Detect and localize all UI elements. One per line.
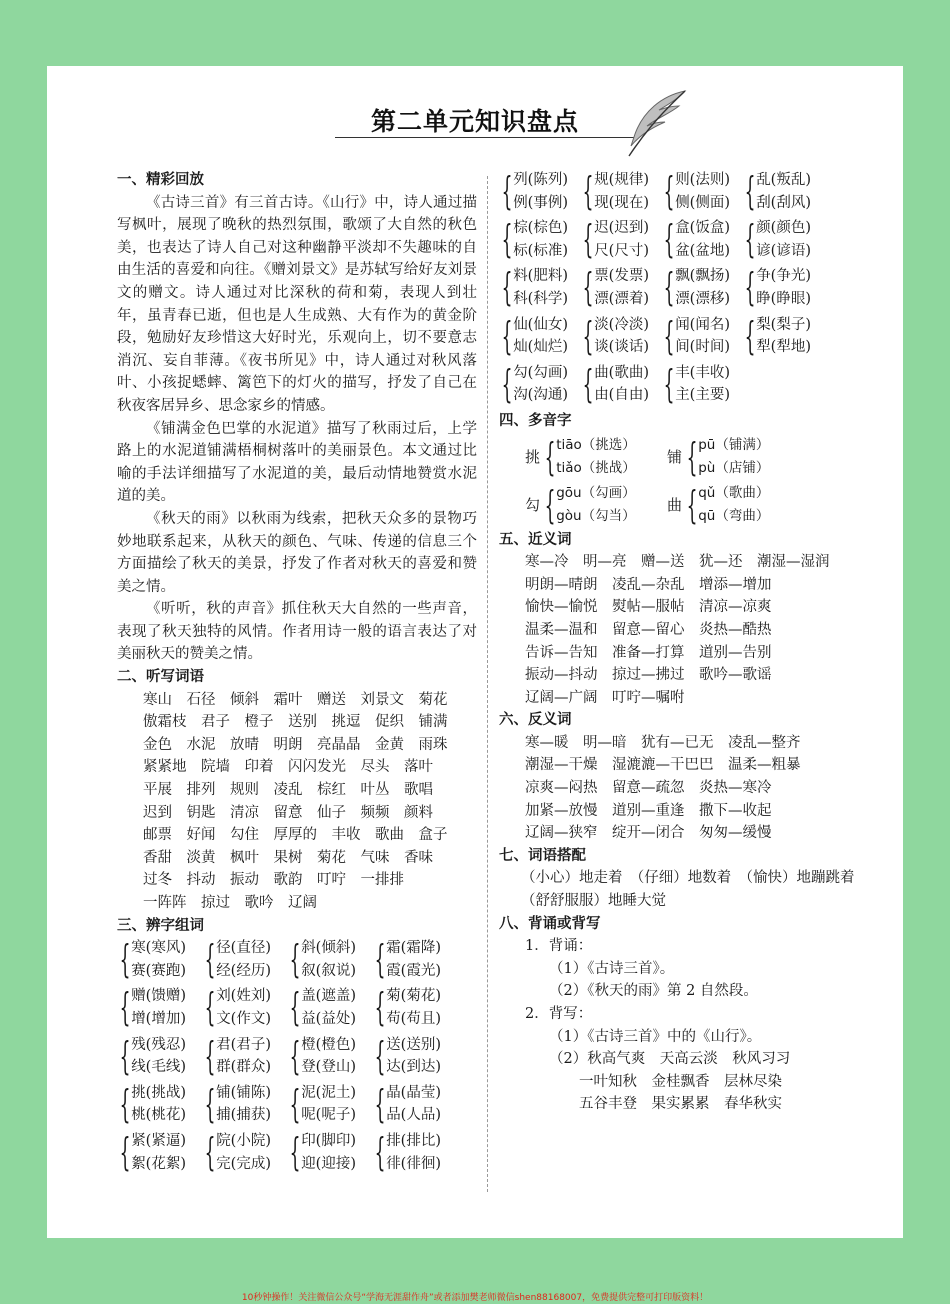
reading: gòu（勾当） (556, 507, 636, 524)
brace-icon: { (289, 937, 301, 982)
char-word: 规(规律) (594, 172, 650, 188)
char-word: 曲(歌曲) (594, 364, 650, 381)
char-group (117, 1082, 202, 1127)
char-group (372, 1034, 457, 1079)
word-line: 过冬 抖动 振动 歌韵 叮咛 一排排 (143, 872, 404, 889)
char-word: 寒(寒风) (131, 940, 187, 957)
word-line: 紧紧地 院墙 印着 闪闪发光 尽头 落叶 (143, 759, 433, 776)
char-group (117, 1034, 202, 1079)
char-group-grid (117, 937, 477, 1175)
char-word: 橙(橙色) (301, 1036, 357, 1053)
char-word: 益(益处) (301, 1010, 357, 1027)
char-word: 赠(馈赠) (131, 988, 187, 1005)
recite-item: 1．背诵： (525, 938, 593, 955)
word-pair (513, 362, 568, 407)
word-pair (513, 217, 568, 262)
word-pair (216, 1082, 271, 1127)
synonym-line: 温柔—温和 留意—留心 炎热—酷热 (525, 621, 772, 638)
word-pair (131, 1130, 186, 1175)
char-group (287, 1130, 372, 1175)
word-pair (131, 937, 186, 982)
char-word: 例(事例) (513, 194, 569, 211)
brace-icon: { (119, 1033, 131, 1078)
brace-icon: { (289, 1033, 301, 1078)
word-pair (216, 1130, 271, 1175)
brace-icon: { (582, 313, 594, 358)
polyphone-row (499, 481, 889, 529)
char-word: 睁(睁眼) (756, 290, 812, 307)
word-pair (216, 985, 271, 1030)
word-line: 金色 水泥 放晴 明朗 亮晶晶 金黄 雨珠 (143, 736, 448, 753)
char-group (742, 265, 823, 310)
polyphone-char: 勾 (525, 496, 541, 515)
reading: gōu（勾画） (556, 484, 636, 501)
brace-icon: { (663, 313, 675, 358)
char-group (287, 985, 372, 1030)
synonym-line: 寒—冷 明—亮 赠—送 犹—还 潮湿—湿润 (525, 554, 830, 571)
char-word: 残(残忍) (131, 1036, 187, 1053)
char-word: 叙(叙说) (301, 962, 357, 979)
word-pair (301, 985, 356, 1030)
brace-icon: { (744, 169, 756, 213)
char-group (580, 169, 661, 214)
char-group (287, 1082, 372, 1127)
recite-item: （1）《古诗三首》中的《山行》。 (549, 1028, 762, 1045)
reading: qū（弯曲） (698, 507, 770, 524)
word-pair (386, 937, 441, 982)
antonym-line: 潮湿—干燥 湿漉漉—干巴巴 温柔—粗暴 (525, 757, 801, 774)
section-heading: 八、背诵或背写 (499, 915, 601, 932)
char-group-row (499, 362, 889, 407)
word-pair (594, 314, 649, 359)
char-word: 达(到达) (386, 1059, 442, 1076)
char-word: 科(科学) (513, 290, 569, 307)
char-word: 票(发票) (594, 268, 650, 285)
paragraph: 《古诗三首》有三首古诗。《山行》中，诗人通过描写枫叶，展现了晚秋的热烈氛围，歌颂了大自然的秋色美，也表达了诗人自己对这种幽静平淡却不失趣味的自由生活的喜爱和向往。《赠刘景文》是苏轼写给好友刘景文的赠文。诗人通过对比深秋的荷和菊，表现人到壮年，虽青春已逝，但也是人生成熟、大有作为的黄金阶段，勉励好友珍惜这大好时光，乐观向上，切不要意志消沉、妄自菲薄。《夜书所见》中，诗人通过对秋风落叶、小孩捉蟋蟀、篱笆下的灯火的描写，抒发了自己在秋夜客居异乡、思念家乡的情感。 (117, 194, 477, 414)
synonym-line: 明朗—晴朗 凌乱—杂乱 增添—增加 (525, 576, 772, 593)
polyphone-item (525, 482, 667, 527)
char-group-row (499, 169, 889, 214)
char-group (117, 937, 202, 982)
char-group-grid (499, 169, 889, 407)
word-pair (301, 1082, 356, 1127)
word-pair (131, 1034, 186, 1079)
char-group-row (499, 314, 889, 359)
polyphone-char: 曲 (667, 496, 683, 515)
char-group (742, 169, 823, 214)
brace-icon: { (744, 313, 756, 358)
brace-icon: { (119, 937, 131, 982)
char-word: 漂(漂移) (675, 290, 731, 307)
char-group-row (117, 985, 477, 1030)
char-word: 经(经历) (216, 962, 272, 979)
brace-icon: { (204, 985, 216, 1030)
word-pair (756, 217, 811, 262)
char-group (580, 314, 661, 359)
word-pair (594, 217, 649, 262)
word-line: 迟到 钥匙 清凉 留意 仙子 频频 颜料 (143, 804, 433, 821)
char-group-row (117, 1034, 477, 1079)
char-group (661, 314, 742, 359)
char-word: 院(小院) (216, 1132, 272, 1149)
char-group (372, 937, 457, 982)
char-word: 尺(尺寸) (594, 242, 650, 259)
char-word: 梨(梨子) (756, 316, 812, 333)
brace-icon: { (119, 985, 131, 1030)
brace-icon: { (374, 1081, 386, 1126)
char-word: 谚(谚语) (756, 242, 812, 259)
char-group (202, 1034, 287, 1079)
char-word: 沟(沟通) (513, 387, 569, 404)
reading-pair (698, 482, 769, 527)
title-underline (335, 137, 635, 138)
char-group (499, 265, 580, 310)
char-word: 增(增加) (131, 1010, 187, 1027)
brace-icon: { (501, 313, 513, 358)
char-group-row (499, 217, 889, 262)
char-word: 盖(遮盖) (301, 988, 357, 1005)
recite-item: （1）《古诗三首》。 (549, 960, 675, 977)
brace-icon: { (686, 434, 698, 479)
char-word: 泥(泥土) (301, 1084, 357, 1101)
reading: pù（店铺） (698, 459, 770, 476)
section-heading: 六、反义词 (499, 712, 572, 729)
recite-item: （2）秋高气爽 天高云淡 秋风习习 (549, 1051, 791, 1068)
antonym-line: 凉爽—闷热 留意—疏忽 炎热—寒冷 (525, 780, 772, 797)
brace-icon: { (204, 1033, 216, 1078)
char-group-row (499, 265, 889, 310)
char-word: 飘(飘扬) (675, 268, 731, 285)
polyphone-item (667, 482, 809, 527)
reading-pair (556, 434, 636, 479)
char-group (202, 1130, 287, 1175)
word-pair (594, 362, 649, 407)
word-list (117, 689, 477, 915)
brace-icon: { (582, 265, 594, 310)
brace-icon: { (663, 361, 675, 406)
char-word: 捕(捕获) (216, 1107, 272, 1124)
synonym-line: 愉快—愉悦 熨帖—服帖 清凉—凉爽 (525, 599, 772, 616)
char-word: 主(主要) (675, 387, 731, 404)
brace-icon: { (663, 169, 675, 213)
word-pair (594, 265, 649, 310)
char-word: 棕(棕色) (513, 220, 569, 237)
char-group (580, 362, 661, 407)
word-pair (675, 314, 730, 359)
char-word: 淡(冷淡) (594, 316, 650, 333)
char-group (661, 169, 742, 214)
char-word: 现(现在) (594, 194, 650, 211)
synonym-line: 辽阔—广阔 叮咛—嘱咐 (525, 689, 685, 706)
char-word: 呢(呢子) (301, 1107, 357, 1124)
word-line: 一阵阵 掠过 歌吟 辽阔 (143, 895, 317, 911)
brace-icon: { (501, 361, 513, 406)
char-group (202, 985, 287, 1030)
char-word: 赛(赛跑) (131, 962, 187, 979)
brace-icon: { (119, 1129, 131, 1174)
word-pair (756, 265, 811, 310)
column-divider (487, 176, 488, 1192)
char-word: 乱(叛乱) (756, 172, 812, 188)
char-word: 霞(霞光) (386, 962, 442, 979)
document-page (47, 66, 903, 1238)
char-word: 排(排比) (386, 1132, 442, 1149)
word-line: 邮票 好闻 勾住 厚厚的 丰收 歌曲 盒子 (143, 827, 448, 844)
word-pair (301, 1130, 356, 1175)
char-group (499, 217, 580, 262)
char-group (661, 265, 742, 310)
brace-icon: { (544, 482, 556, 527)
char-group (742, 314, 823, 359)
recite-item: 一叶知秋 金桂飘香 层林尽染 (579, 1073, 782, 1090)
brace-icon: { (582, 361, 594, 406)
word-pair (386, 985, 441, 1030)
char-word: 侧(侧面) (675, 194, 731, 211)
char-word: 闻(闻名) (675, 316, 731, 333)
brace-icon: { (374, 937, 386, 982)
char-word: 列(陈列) (513, 172, 569, 188)
char-word: 颜(颜色) (756, 220, 812, 237)
char-word: 完(完成) (216, 1155, 272, 1172)
char-word: 线(毛线) (131, 1059, 187, 1076)
char-group (499, 362, 580, 407)
brace-icon: { (119, 1081, 131, 1126)
paragraph: 《听听，秋的声音》抓住秋天大自然的一些声音，表现了秋天独特的风情。作者用诗一般的语言表达了对美丽秋天的赞美之情。 (117, 601, 477, 663)
section-heading: 二、听写词语 (117, 669, 204, 686)
word-pair (675, 265, 730, 310)
section-heading: 五、近义词 (499, 531, 572, 548)
char-word: 谈(谈话) (594, 339, 650, 356)
char-group (372, 985, 457, 1030)
section-heading: 四、多音字 (499, 412, 572, 429)
word-pair (131, 1082, 186, 1127)
polyphone-item (667, 434, 809, 479)
word-line: 傲霜枝 君子 橙子 送别 挑逗 促织 铺满 (143, 714, 448, 731)
word-line: 香甜 淡黄 枫叶 果树 菊花 气味 香味 (143, 849, 433, 866)
char-word: 晶(晶莹) (386, 1084, 442, 1101)
reading: qǔ（歌曲） (698, 484, 770, 501)
section-heading: 一、精彩回放 (117, 172, 204, 188)
title-area (47, 102, 903, 138)
brace-icon: { (582, 169, 594, 213)
word-pair (756, 169, 811, 214)
char-word: 文(作文) (216, 1010, 272, 1027)
brace-icon: { (289, 985, 301, 1030)
char-word: 挑(挑战) (131, 1084, 187, 1101)
char-word: 霜(霜降) (386, 940, 442, 957)
reading: pū（铺满） (698, 436, 770, 453)
reading-pair (556, 482, 635, 527)
antonym-line: 辽阔—狭窄 绽开—闭合 匆匆—缓慢 (525, 825, 772, 842)
char-word: 徘(徘徊) (386, 1155, 442, 1172)
word-pair (513, 314, 568, 359)
char-word: 由(自由) (594, 387, 650, 404)
char-word: 苟(苟且) (386, 1010, 442, 1027)
char-group-row (117, 937, 477, 982)
char-word: 登(登山) (301, 1059, 357, 1076)
brace-icon: { (289, 1129, 301, 1174)
brace-icon: { (686, 482, 698, 527)
char-group (287, 1034, 372, 1079)
brace-icon: { (374, 1033, 386, 1078)
char-word: 勾(勾画) (513, 364, 569, 381)
reading: tiǎo（挑战） (556, 459, 636, 476)
polyphone-item (525, 434, 667, 479)
word-pair (386, 1082, 441, 1127)
char-group (117, 985, 202, 1030)
char-word: 盆(盆地) (675, 242, 731, 259)
word-line: 寒山 石径 倾斜 霜叶 赠送 刘景文 菊花 (143, 691, 448, 708)
char-group (372, 1082, 457, 1127)
synonym-line: 告诉—告知 准备—打算 道别—告别 (525, 644, 772, 661)
word-pair (756, 314, 811, 359)
char-word: 迎(迎接) (301, 1155, 357, 1172)
char-word: 犁(犁地) (756, 339, 812, 356)
reading-pair (698, 434, 769, 479)
char-word: 径(直径) (216, 940, 272, 957)
char-word: 品(人品) (386, 1107, 442, 1124)
char-word: 群(群众) (216, 1059, 272, 1076)
recite-item: 五谷丰登 果实累累 春华秋实 (579, 1096, 782, 1113)
brace-icon: { (744, 217, 756, 262)
char-group (202, 937, 287, 982)
char-group (580, 217, 661, 262)
brace-icon: { (663, 217, 675, 262)
word-pair (301, 937, 356, 982)
word-pair (675, 217, 730, 262)
polyphone-list (499, 433, 889, 529)
char-group (202, 1082, 287, 1127)
word-pair (675, 362, 730, 407)
char-group (372, 1130, 457, 1175)
left-column (117, 169, 477, 1178)
char-group (661, 217, 742, 262)
char-word: 盒(饭盒) (675, 220, 731, 237)
word-pair (386, 1130, 441, 1175)
word-pair (216, 1034, 271, 1079)
brace-icon: { (582, 217, 594, 262)
recite-item: 2．背写： (525, 1006, 593, 1022)
char-word: 漂(漂着) (594, 290, 650, 307)
brace-icon: { (204, 1081, 216, 1126)
brace-icon: { (289, 1081, 301, 1126)
page-title: 第二单元知识盘点 (370, 107, 579, 136)
char-group (661, 362, 742, 407)
char-word: 君(君子) (216, 1036, 272, 1053)
char-word: 间(时间) (675, 339, 731, 356)
promo-footer: 10秒钟操作！关注微信公众号“学海无涯甜作舟”或者添加樊老师微信shen88168007，免费提供完整可打印版资料！ (241, 1293, 709, 1303)
word-pair (675, 169, 730, 214)
brace-icon: { (663, 265, 675, 310)
char-word: 桃(桃花) (131, 1107, 187, 1124)
char-group-row (117, 1130, 477, 1175)
char-word: 铺(铺陈) (216, 1084, 272, 1101)
polyphone-row (499, 433, 889, 481)
polyphone-char: 铺 (667, 448, 683, 467)
char-word: 料(肥料) (513, 268, 569, 285)
brace-icon: { (204, 937, 216, 982)
synonym-line: 振动—抖动 掠过—拂过 歌吟—歌谣 (525, 667, 772, 684)
char-group (117, 1130, 202, 1175)
paragraph: 《铺满金色巴掌的水泥道》描写了秋雨过后，上学路上的水泥道铺满梧桐树落叶的美丽景色。本文通过比喻的手法详细描写了水泥道的美，最后动情地赞赏水泥道的美。 (117, 420, 477, 505)
char-word: 则(法则) (675, 172, 731, 188)
word-pair (513, 265, 568, 310)
antonym-line: 加紧—放慢 道别—重逢 撒下—收起 (525, 802, 772, 819)
paragraph: 《秋天的雨》以秋雨为线索，把秋天众多的景物巧妙地联系起来，从秋天的颜色、气味、传递的信息三个方面描绘了秋天的美景，抒发了作者对秋天的喜爱和赞美之情。 (117, 510, 477, 595)
brace-icon: { (744, 265, 756, 310)
char-word: 刘(姓刘) (216, 988, 272, 1005)
word-pair (131, 985, 186, 1030)
brace-icon: { (501, 169, 513, 213)
recite-item: （2）《秋天的雨》第 2 自然段。 (549, 983, 758, 1000)
brace-icon: { (204, 1129, 216, 1174)
char-word: 刮(刮风) (756, 194, 812, 211)
char-word: 絮(花絮) (131, 1155, 187, 1172)
brace-icon: { (374, 1129, 386, 1174)
char-group-row (117, 1082, 477, 1127)
char-word: 仙(仙女) (513, 316, 569, 333)
char-group (499, 169, 580, 214)
char-group (742, 217, 823, 262)
brace-icon: { (501, 217, 513, 262)
char-word: 送(送别) (386, 1036, 442, 1053)
right-column (499, 169, 889, 1116)
word-pair (301, 1034, 356, 1079)
char-word: 紧(紧逼) (131, 1132, 187, 1149)
section-heading: 三、辨字组词 (117, 917, 204, 934)
word-pair (594, 169, 649, 214)
brace-icon: { (374, 985, 386, 1030)
collocation-line: （舒舒服服）地睡大觉 (521, 893, 666, 910)
collocation-line: （小心）地走着 （仔细）地数着 （愉快）地蹦跳着 (521, 870, 855, 887)
word-pair (216, 937, 271, 982)
char-group (499, 314, 580, 359)
word-pair (513, 169, 568, 214)
char-group (287, 937, 372, 982)
char-word: 迟(迟到) (594, 220, 650, 237)
char-word: 争(争光) (756, 268, 812, 285)
antonym-line: 寒—暖 明—暗 犹有—已无 凌乱—整齐 (525, 734, 801, 751)
char-word: 灿(灿烂) (513, 339, 569, 356)
char-word: 斜(倾斜) (301, 940, 357, 957)
brace-icon: { (501, 265, 513, 310)
char-word: 菊(菊花) (386, 988, 442, 1005)
char-word: 印(脚印) (301, 1132, 357, 1149)
char-word: 标(标准) (513, 242, 569, 259)
brace-icon: { (544, 434, 556, 479)
section-heading: 七、词语搭配 (499, 847, 586, 864)
char-group (580, 265, 661, 310)
word-pair (386, 1034, 441, 1079)
char-word: 丰(丰收) (675, 364, 731, 381)
word-line: 平展 排列 规则 凌乱 棕红 叶丛 歌唱 (143, 782, 433, 799)
reading: tiāo（挑选） (556, 436, 636, 453)
polyphone-char: 挑 (525, 448, 541, 467)
quill-feather-icon (621, 88, 691, 160)
